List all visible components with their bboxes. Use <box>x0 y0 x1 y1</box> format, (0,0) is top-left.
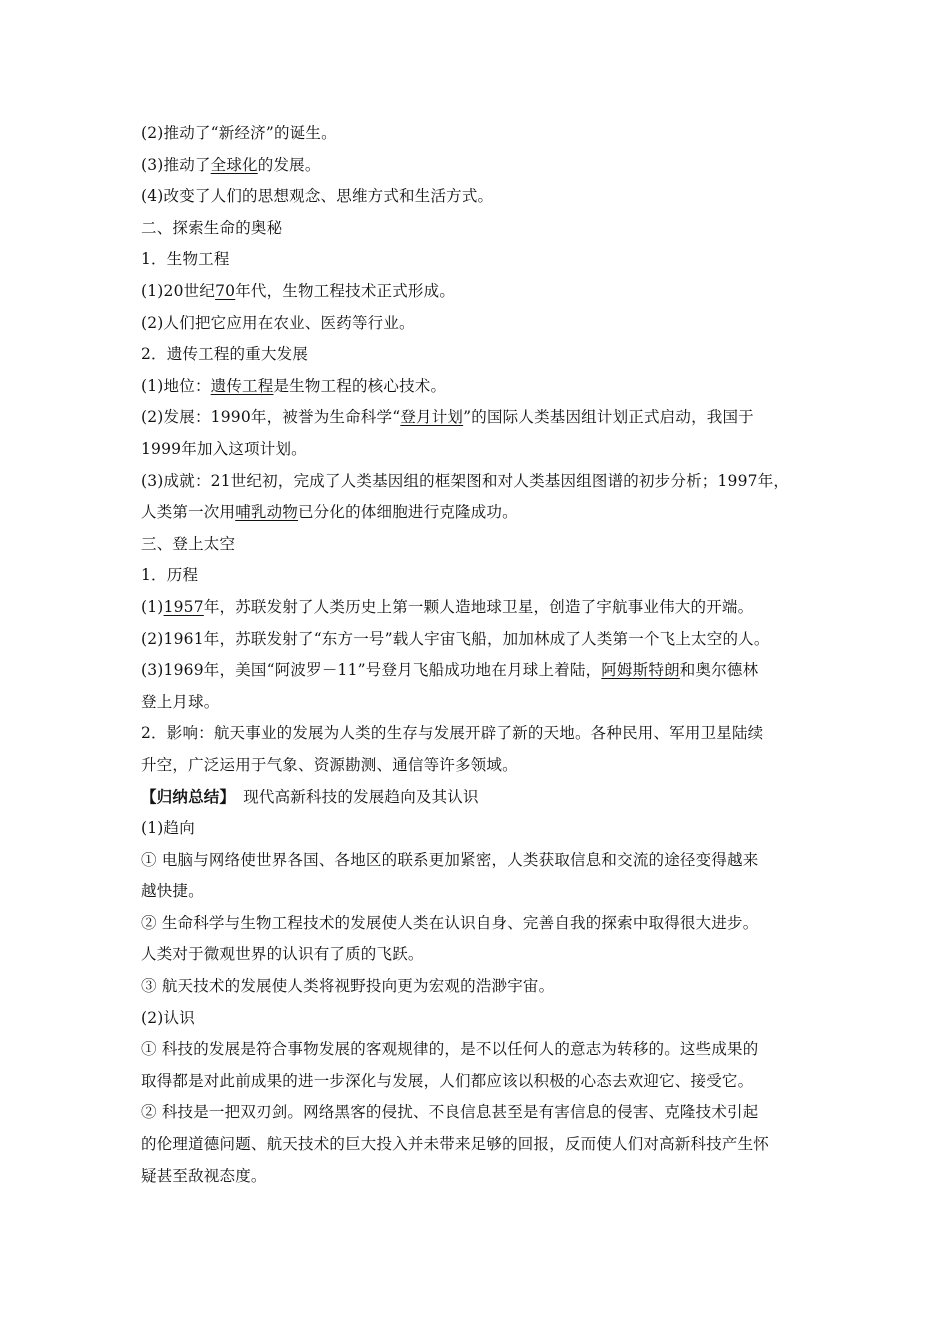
paragraph-new-economy: (2)推动了“新经济”的诞生。 <box>141 124 337 142</box>
summary-view-2-end: 疑甚至敌视态度。 <box>141 1166 267 1185</box>
underlined-term: 70 <box>215 281 236 300</box>
underlined-term: 遗传工程 <box>210 376 274 395</box>
paragraph-bio-applied: (2)人们把它应用在农业、医药等行业。 <box>141 313 415 332</box>
paragraph-1957: (1)1957年，苏联发射了人类历史上第一颗人造地球卫星，创造了宇航事业伟大的开端。 <box>141 597 754 616</box>
paragraph-1969-cont: 登上月球。 <box>141 692 220 711</box>
section-heading-life: 二、探索生命的奥秘 <box>141 218 283 237</box>
underlined-term: 哺乳动物 <box>235 503 299 522</box>
summary-trend-1: ① 电脑与网络使世界各国、各地区的联系更加紧密，人类获取信息和交流的途径变得越来 <box>141 850 759 869</box>
underlined-term: 1957 <box>163 597 204 616</box>
summary-view-1-cont: 取得都是对此前成果的进一步深化与发展，人们都应该以积极的心态去欢迎它、接受它。 <box>141 1071 754 1090</box>
summary-heading <box>141 781 817 813</box>
summary-trend-label: (1)趋向 <box>141 819 195 838</box>
summary-title: 现代高新科技的发展趋向及其认识 <box>243 788 479 807</box>
subheading-history: 1．历程 <box>141 566 199 585</box>
summary-view-1: ① 科技的发展是符合事物发展的客观规律的，是不以任何人的意志为转移的。这些成果的 <box>141 1040 759 1059</box>
paragraph-genetic-achievement-cont: 人类第一次用哺乳动物已分化的体细胞进行克隆成功。 <box>141 503 518 522</box>
document-page <box>141 118 817 1192</box>
paragraph-globalization: (3)推动了全球化的发展。 <box>141 155 321 174</box>
paragraph-space-impact: 2．影响：航天事业的发展为人类的生存与发展开辟了新的天地。各种民用、军用卫星陆续 <box>141 724 764 743</box>
paragraph-genetic-status: (1)地位：遗传工程是生物工程的核心技术。 <box>141 376 447 395</box>
summary-view-label: (2)认识 <box>141 1008 195 1027</box>
paragraph-genetic-achievement: (3)成就：21世纪初，完成了人类基因组的框架图和对人类基因组图谱的初步分析；1997年， <box>141 471 790 490</box>
paragraph-1969: (3)1969年，美国“阿波罗－11”号登月飞船成功地在月球上着陆，阿姆斯特朗和奥尔德林 <box>141 661 759 680</box>
underlined-term: 全球化 <box>210 155 258 174</box>
summary-view-2-cont: 的伦理道德问题、航天技术的巨大投入并未带来足够的回报，反而使人们对高新科技产生怀 <box>141 1135 770 1153</box>
paragraph-genetic-development-cont: 1999年加入这项计划。 <box>141 439 307 458</box>
subheading-genetic-engineering: 2．遗传工程的重大发展 <box>141 345 309 364</box>
paragraph-thinking-change: (4)改变了人们的思想观念、思维方式和生活方式。 <box>141 187 494 206</box>
paragraph-genetic-development: (2)发展：1990年，被誉为生命科学“登月计划”的国际人类基因组计划正式启动，我国于 <box>141 408 754 427</box>
underlined-term: 阿姆斯特朗 <box>601 661 680 680</box>
summary-trend-1-cont: 越快捷。 <box>141 882 204 901</box>
summary-trend-2-cont: 人类对于微观世界的认识有了质的飞跃。 <box>141 945 424 964</box>
paragraph-1961: (2)1961年，苏联发射了“东方一号”载人宇宙飞船，加加林成了人类第一个飞上太空的人。 <box>141 629 770 648</box>
section-heading-space: 三、登上太空 <box>141 534 236 553</box>
subheading-bioengineering: 1．生物工程 <box>141 250 230 269</box>
paragraph-bio-formed: (1)20世纪70年代，生物工程技术正式形成。 <box>141 281 456 300</box>
summary-trend-2: ② 生命科学与生物工程技术的发展使人类在认识自身、完善自我的探索中取得很大进步。 <box>141 913 759 932</box>
summary-view-2: ② 科技是一把双刃剑。网络黑客的侵扰、不良信息甚至是有害信息的侵害、克隆技术引起 <box>141 1103 759 1122</box>
summary-trend-3: ③ 航天技术的发展使人类将视野投向更为宏观的浩渺宇宙。 <box>141 977 555 996</box>
summary-tag: 【归纳总结】 <box>141 787 236 807</box>
underlined-term: 登月计划 <box>400 408 464 427</box>
paragraph-space-impact-cont: 升空，广泛运用于气象、资源勘测、通信等许多领域。 <box>141 755 518 774</box>
